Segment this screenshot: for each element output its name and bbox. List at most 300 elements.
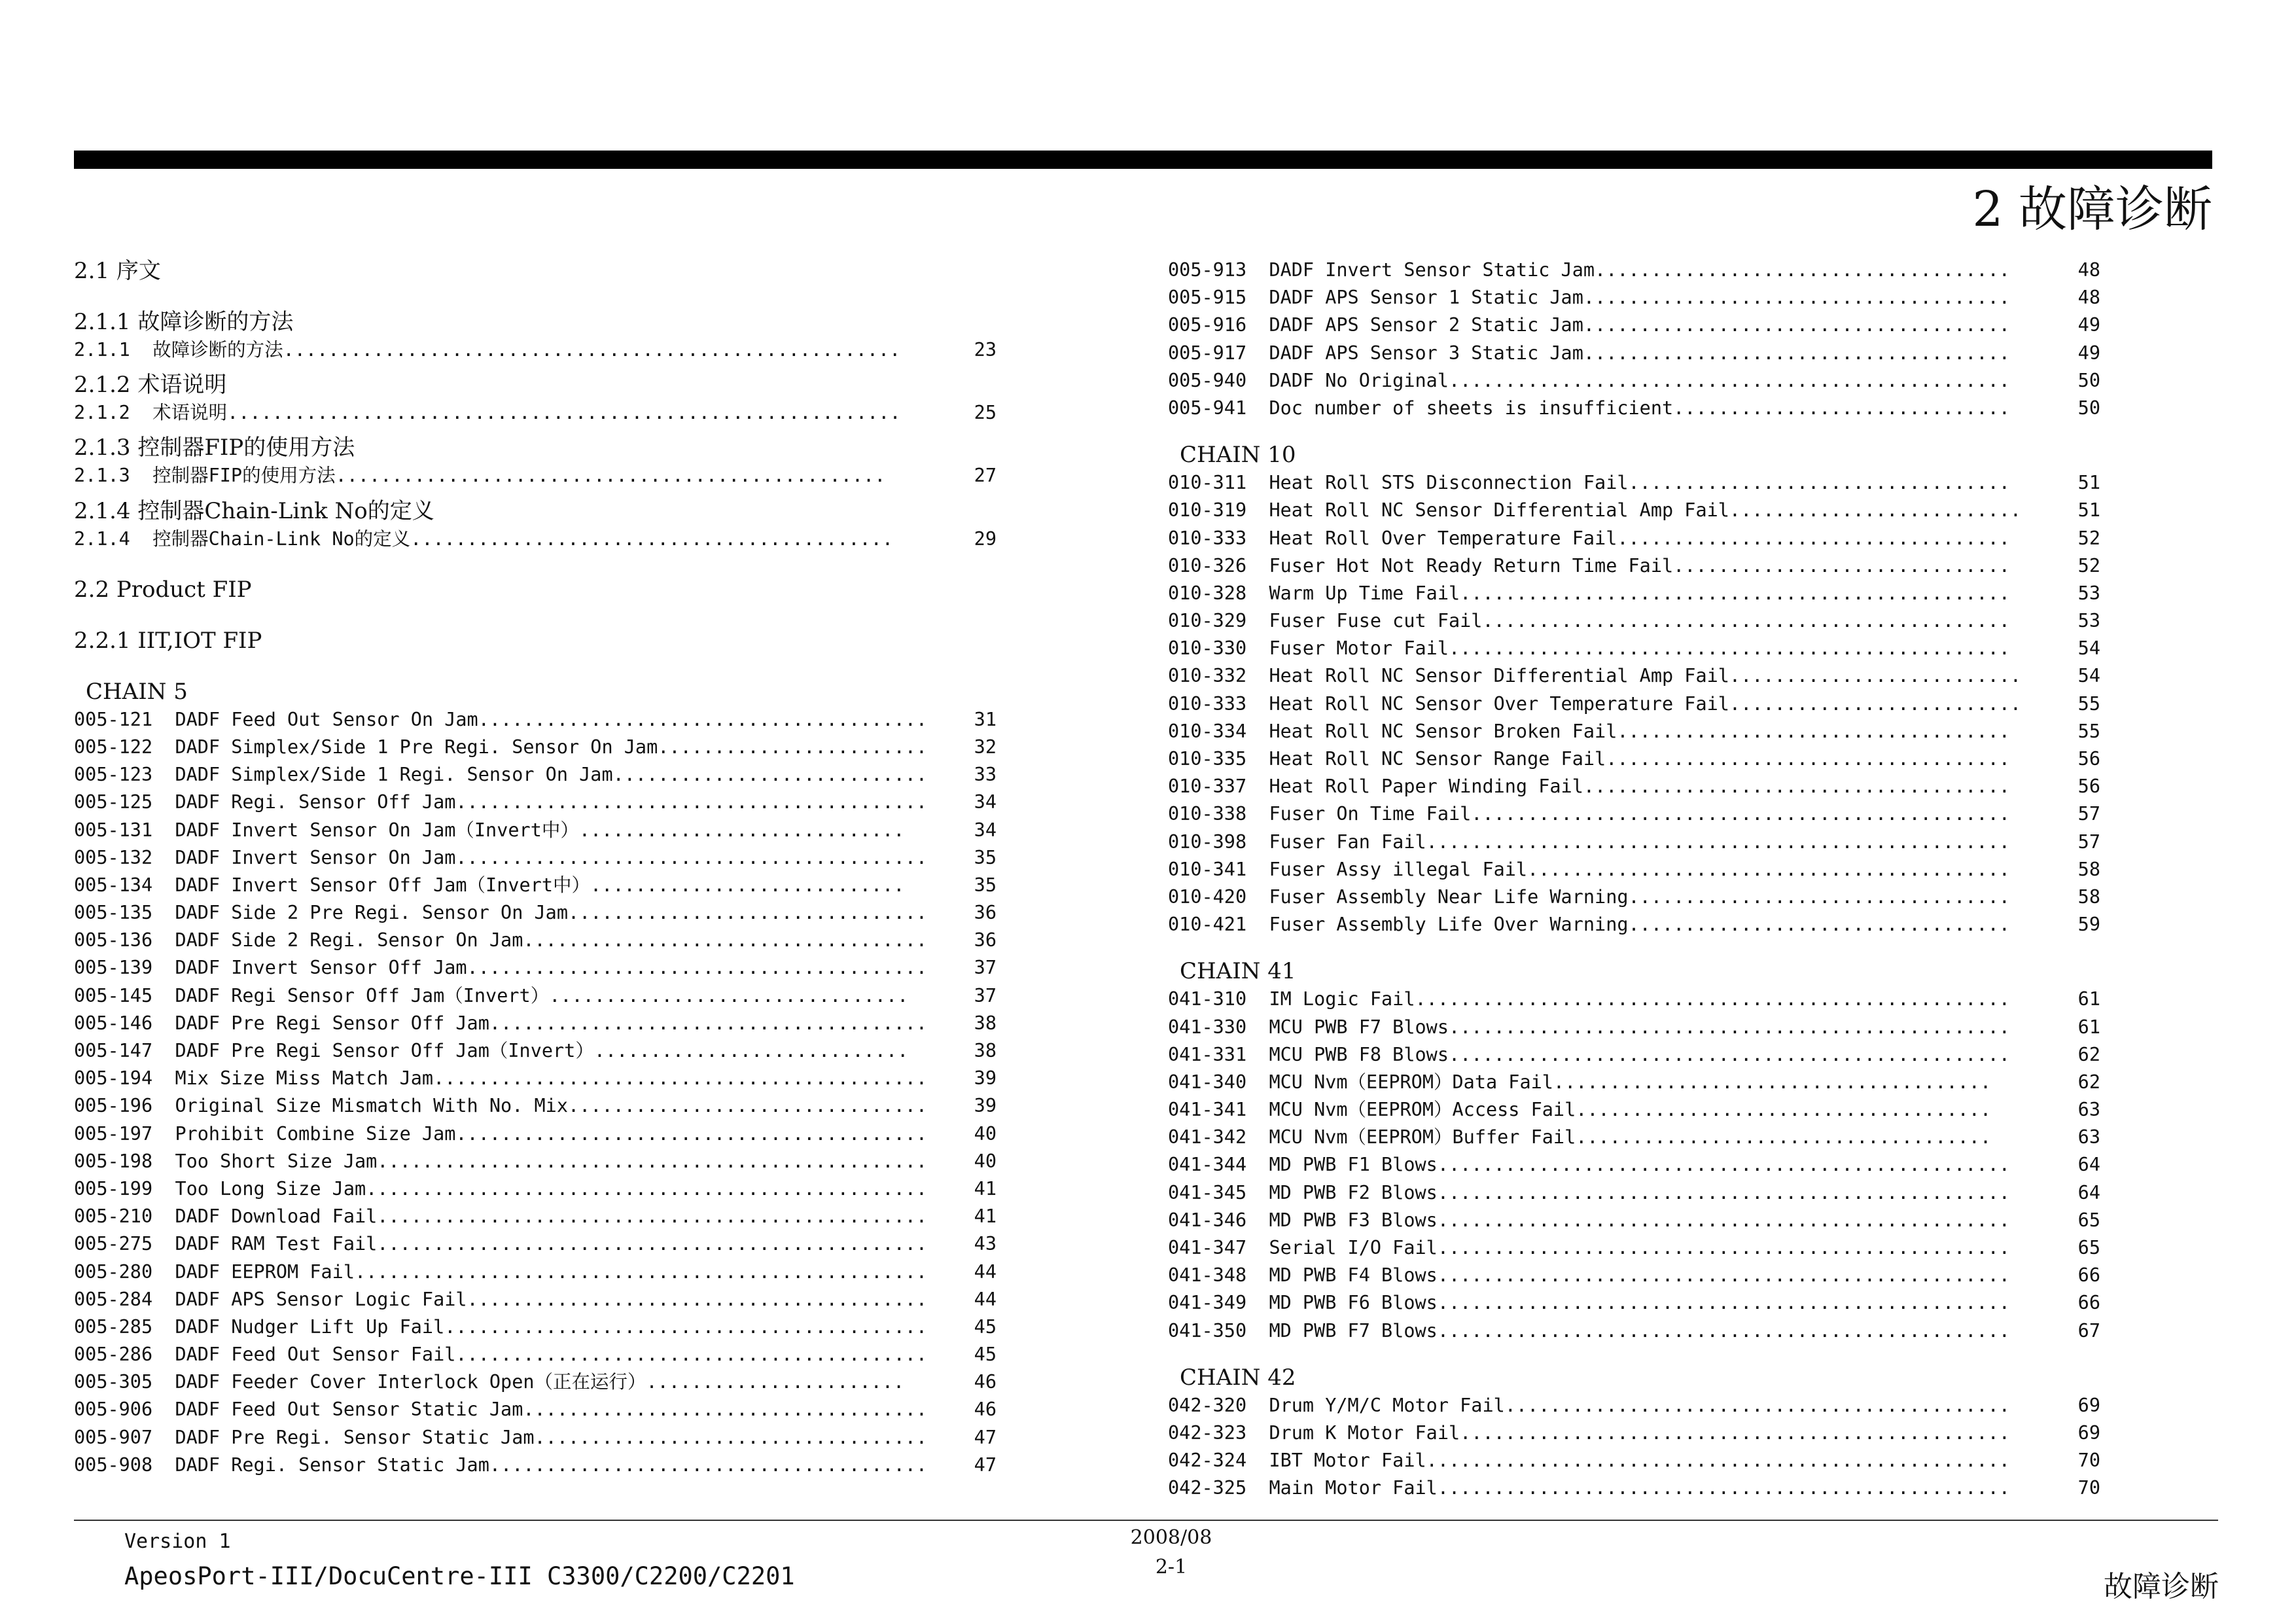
toc-entry[interactable] bbox=[1168, 829, 2100, 856]
toc-entry-code: 005-125 bbox=[74, 791, 175, 813]
toc-entry-title: Fuser On Time Fail................................................ bbox=[1269, 803, 2010, 825]
toc-entry-code: 005-210 bbox=[74, 1205, 175, 1228]
toc-entry-page: 41 bbox=[974, 1177, 997, 1200]
toc-entry-title: DADF Pre Regi. Sensor Static Jam................................... bbox=[175, 1426, 928, 1448]
toc-entry-code: 041-331 bbox=[1168, 1043, 1269, 1065]
toc-entry[interactable] bbox=[1168, 1234, 2100, 1262]
toc-entry[interactable] bbox=[1168, 367, 2100, 395]
toc-entry-code: 005-286 bbox=[74, 1344, 175, 1366]
toc-entry-title: DADF Invert Sensor On Jam（Invert中）............................. bbox=[175, 819, 905, 841]
toc-entry[interactable] bbox=[1168, 312, 2100, 339]
toc-entry-code: 005-131 bbox=[74, 819, 175, 841]
chapter-title: 2 故障诊断 bbox=[1972, 181, 2212, 238]
toc-entry[interactable] bbox=[1168, 1419, 2100, 1447]
toc-entry[interactable] bbox=[74, 1368, 997, 1396]
toc-entry[interactable] bbox=[1168, 1041, 2100, 1069]
toc-entry-title: MCU PWB F8 Blows.................................................. bbox=[1269, 1043, 2010, 1065]
toc-entry-code: 041-340 bbox=[1168, 1071, 1269, 1093]
toc-entry[interactable] bbox=[1168, 1392, 2100, 1419]
toc-entry[interactable] bbox=[74, 927, 997, 954]
toc-entry-page: 50 bbox=[2077, 397, 2100, 419]
toc-entry-code: 005-196 bbox=[74, 1095, 175, 1117]
toc-entry[interactable] bbox=[74, 954, 997, 982]
toc-entry-page: 58 bbox=[2077, 858, 2100, 880]
toc-entry[interactable] bbox=[1168, 395, 2100, 422]
toc-entry[interactable] bbox=[1168, 690, 2100, 718]
toc-entry-page: 62 bbox=[2077, 1043, 2100, 1065]
toc-entry-title: Heat Roll NC Sensor Over Temperature Fail.......................... bbox=[1269, 692, 2022, 715]
toc-entry[interactable] bbox=[74, 761, 997, 789]
toc-entry[interactable] bbox=[1168, 340, 2100, 367]
toc-entry-page: 43 bbox=[974, 1233, 997, 1255]
toc-entry-title: DADF Side 2 Regi. Sensor On Jam.................................... bbox=[175, 929, 928, 952]
toc-entry-title: 术语说明............................................................ bbox=[152, 402, 901, 424]
toc-entry-code: 005-147 bbox=[74, 1040, 175, 1061]
toc-entry-code: 005-917 bbox=[1168, 342, 1269, 364]
toc-entry-code: 005-198 bbox=[74, 1150, 175, 1172]
toc-entry-title: Mix Size Miss Match Jam............................................ bbox=[175, 1067, 928, 1090]
toc-entry-page: 57 bbox=[2077, 803, 2100, 825]
toc-entry-code: 005-132 bbox=[74, 846, 175, 868]
spacer bbox=[74, 427, 997, 433]
toc-entry-title: DADF Regi. Sensor Static Jam....................................... bbox=[175, 1454, 928, 1476]
toc-entry-page: 52 bbox=[2077, 554, 2100, 577]
toc-entry[interactable] bbox=[1168, 856, 2100, 883]
toc-entry[interactable] bbox=[74, 399, 997, 427]
toc-entry-code: 041-344 bbox=[1168, 1154, 1269, 1176]
toc-entry-page: 50 bbox=[2077, 369, 2100, 391]
toc-entry-page: 64 bbox=[2077, 1181, 2100, 1204]
toc-entry-page: 51 bbox=[2077, 499, 2100, 522]
section-heading: 2.2 Product FIP bbox=[74, 576, 252, 603]
section-heading: 2.2.1 IIT,IOT FIP bbox=[74, 627, 262, 654]
footer-date: 2008/08 bbox=[1130, 1526, 1212, 1549]
toc-entry[interactable] bbox=[74, 1396, 997, 1423]
toc-entry-code: 005-139 bbox=[74, 957, 175, 979]
toc-entry-code: 2.1.3 bbox=[74, 465, 153, 487]
toc-entry[interactable] bbox=[1168, 607, 2100, 635]
toc-entry-page: 47 bbox=[974, 1426, 997, 1448]
toc-entry[interactable] bbox=[1168, 1179, 2100, 1207]
toc-entry-title: MD PWB F7 Blows................................................... bbox=[1269, 1319, 2010, 1342]
toc-entry-page: 29 bbox=[974, 527, 997, 550]
toc-entry-page: 32 bbox=[974, 736, 997, 758]
toc-entry-code: 005-146 bbox=[74, 1012, 175, 1034]
toc-entry-page: 39 bbox=[974, 1095, 997, 1117]
toc-entry-code: 041-349 bbox=[1168, 1292, 1269, 1314]
toc-entry[interactable] bbox=[74, 1452, 997, 1479]
toc-entry-title: Original Size Mismatch With No. Mix................................ bbox=[175, 1095, 928, 1117]
toc-entry-title: DADF Feeder Cover Interlock Open（正在运行）....................... bbox=[175, 1371, 905, 1393]
toc-entry[interactable] bbox=[74, 872, 997, 899]
toc-entry[interactable] bbox=[1168, 525, 2100, 552]
toc-entry[interactable] bbox=[1168, 718, 2100, 745]
toc-entry-code: 005-284 bbox=[74, 1288, 175, 1310]
toc-entry-code: 042-324 bbox=[1168, 1450, 1269, 1472]
toc-entry-page: 34 bbox=[974, 791, 997, 813]
toc-entry[interactable] bbox=[1168, 745, 2100, 773]
toc-entry-code: 005-305 bbox=[74, 1371, 175, 1393]
toc-entry-title: DADF Regi. Sensor Off Jam.......................................... bbox=[175, 791, 928, 813]
toc-entry[interactable] bbox=[1168, 1447, 2100, 1474]
toc-entry[interactable] bbox=[1168, 1096, 2100, 1124]
toc-entry-code: 042-320 bbox=[1168, 1394, 1269, 1416]
toc-entry[interactable] bbox=[1168, 1151, 2100, 1179]
toc-entry-title: Heat Roll NC Sensor Differential Amp Fail.......................... bbox=[1269, 499, 2022, 522]
toc-entry-title: Prohibit Combine Size Jam.......................................... bbox=[175, 1122, 928, 1145]
toc-entry-code: 005-199 bbox=[74, 1177, 175, 1200]
toc-entry-title: Fuser Fuse cut Fail............................................... bbox=[1269, 610, 2010, 632]
toc-entry-title: MD PWB F2 Blows................................................... bbox=[1269, 1181, 2010, 1204]
toc-entry-code: 005-908 bbox=[74, 1454, 175, 1476]
toc-right-column bbox=[1168, 257, 2100, 1503]
toc-entry-code: 005-197 bbox=[74, 1122, 175, 1145]
toc-entry-title: DADF Invert Sensor Off Jam（Invert中）............................ bbox=[175, 874, 905, 896]
toc-entry-code: 005-135 bbox=[74, 902, 175, 924]
toc-entry-title: Doc number of sheets is insufficient.............................. bbox=[1269, 397, 2010, 419]
toc-entry-page: 36 bbox=[974, 902, 997, 924]
toc-entry-code: 005-145 bbox=[74, 984, 175, 1007]
toc-entry-page: 38 bbox=[974, 1040, 997, 1061]
footer-rule bbox=[74, 1520, 2218, 1521]
toc-entry-page: 35 bbox=[974, 874, 997, 896]
toc-entry-page: 36 bbox=[974, 929, 997, 952]
toc-entry-page: 67 bbox=[2077, 1319, 2100, 1342]
toc-entry-title: Heat Roll Over Temperature Fail................................... bbox=[1269, 527, 2010, 549]
toc-entry[interactable] bbox=[74, 1341, 997, 1368]
toc-entry[interactable] bbox=[74, 1010, 997, 1037]
toc-entry-code: 010-337 bbox=[1168, 776, 1269, 798]
toc-entry[interactable] bbox=[74, 1203, 997, 1230]
toc-entry-title: Heat Roll NC Sensor Range Fail.................................... bbox=[1269, 748, 2010, 770]
toc-entry-title: DADF RAM Test Fail................................................. bbox=[175, 1233, 928, 1255]
toc-entry[interactable] bbox=[1168, 883, 2100, 911]
toc-entry-page: 40 bbox=[974, 1150, 997, 1172]
toc-entry-code: 005-916 bbox=[1168, 314, 1269, 336]
toc-entry[interactable] bbox=[74, 982, 997, 1010]
toc-entry-page: 44 bbox=[974, 1288, 997, 1310]
toc-entry-page: 38 bbox=[974, 1012, 997, 1034]
toc-entry-page: 35 bbox=[974, 846, 997, 868]
toc-entry-title: MD PWB F1 Blows................................................... bbox=[1269, 1154, 2010, 1176]
toc-entry-code: 041-310 bbox=[1168, 988, 1269, 1010]
toc-entry-page: 25 bbox=[974, 402, 997, 424]
toc-entry-title: Main Motor Fail................................................... bbox=[1269, 1477, 2010, 1499]
toc-entry[interactable] bbox=[1168, 662, 2100, 690]
toc-entry-title: DADF APS Sensor 3 Static Jam...................................... bbox=[1269, 342, 2010, 364]
toc-entry-title: DADF Invert Sensor Static Jam..................................... bbox=[1269, 259, 2010, 281]
toc-entry-code: 042-325 bbox=[1168, 1477, 1269, 1499]
toc-entry-page: 48 bbox=[2077, 259, 2100, 281]
toc-entry-title: MCU PWB F7 Blows.................................................. bbox=[1269, 1016, 2010, 1038]
toc-entry-code: 005-906 bbox=[74, 1399, 175, 1421]
toc-entry-page: 63 bbox=[2077, 1099, 2100, 1121]
toc-entry-page: 49 bbox=[2077, 342, 2100, 364]
toc-entry-title: DADF APS Sensor 2 Static Jam...................................... bbox=[1269, 314, 2010, 336]
toc-entry[interactable] bbox=[74, 1313, 997, 1341]
toc-entry-page: 37 bbox=[974, 957, 997, 979]
footer-version: Version 1 bbox=[124, 1530, 231, 1553]
toc-entry[interactable] bbox=[74, 844, 997, 872]
toc-entry-title: DADF Regi Sensor Off Jam（Invert）................................ bbox=[175, 984, 909, 1007]
footer-product-name: ApeosPort-III/DocuCentre-III C3300/C2200/C2201 bbox=[124, 1562, 795, 1590]
toc-entry[interactable] bbox=[1168, 580, 2100, 607]
spacer bbox=[74, 490, 997, 497]
toc-entry[interactable] bbox=[74, 526, 997, 553]
toc-entry-code: 041-348 bbox=[1168, 1264, 1269, 1287]
toc-entry-code: 010-332 bbox=[1168, 665, 1269, 687]
toc-entry-page: 31 bbox=[974, 708, 997, 730]
chain-heading: CHAIN 41 bbox=[1180, 958, 1296, 985]
toc-entry[interactable] bbox=[74, 789, 997, 816]
spacer bbox=[74, 655, 997, 677]
section-heading: 2.1.2 术语说明 bbox=[74, 372, 227, 399]
spacer bbox=[1168, 1345, 2100, 1363]
footer-page-number: 2-1 bbox=[1155, 1556, 1188, 1578]
toc-entry-title: DADF Feed Out Sensor Static Jam.................................... bbox=[175, 1399, 928, 1421]
toc-entry[interactable] bbox=[74, 1065, 997, 1092]
toc-entry[interactable] bbox=[1168, 1207, 2100, 1234]
toc-entry-code: 005-913 bbox=[1168, 259, 1269, 281]
toc-entry-page: 69 bbox=[2077, 1421, 2100, 1444]
toc-entry-page: 46 bbox=[974, 1399, 997, 1421]
toc-entry-code: 010-311 bbox=[1168, 472, 1269, 494]
toc-entry-title: Warm Up Time Fail................................................. bbox=[1269, 582, 2010, 604]
toc-entry-title: MD PWB F3 Blows................................................... bbox=[1269, 1209, 2010, 1231]
chain-heading: CHAIN 42 bbox=[1180, 1364, 1296, 1391]
toc-entry-code: 010-319 bbox=[1168, 499, 1269, 522]
toc-entry-page: 56 bbox=[2077, 748, 2100, 770]
toc-entry-page: 55 bbox=[2077, 692, 2100, 715]
toc-entry-page: 64 bbox=[2077, 1154, 2100, 1176]
toc-entry-title: DADF APS Sensor 1 Static Jam...................................... bbox=[1269, 287, 2010, 309]
toc-entry-code: 010-326 bbox=[1168, 554, 1269, 577]
toc-entry[interactable] bbox=[74, 899, 997, 927]
toc-entry-page: 41 bbox=[974, 1205, 997, 1228]
toc-entry-title: Fuser Fan Fail.................................................... bbox=[1269, 830, 2010, 853]
toc-entry[interactable] bbox=[1168, 911, 2100, 938]
toc-entry-code: 010-421 bbox=[1168, 914, 1269, 936]
toc-entry-page: 45 bbox=[974, 1315, 997, 1338]
toc-entry-title: Serial I/O Fail................................................... bbox=[1269, 1237, 2010, 1258]
toc-entry-page: 58 bbox=[2077, 885, 2100, 908]
toc-entry-title: MD PWB F6 Blows................................................... bbox=[1269, 1292, 2010, 1314]
toc-entry-title: 控制器FIP的使用方法................................................. bbox=[152, 465, 886, 487]
toc-entry-title: DADF Nudger Lift Up Fail........................................... bbox=[175, 1315, 928, 1338]
toc-entry-title: IBT Motor Fail.................................................... bbox=[1269, 1450, 2010, 1472]
toc-entry-code: 041-341 bbox=[1168, 1099, 1269, 1121]
toc-entry[interactable] bbox=[1168, 1069, 2100, 1096]
toc-entry-code: 005-907 bbox=[74, 1426, 175, 1448]
toc-entry-code: 041-347 bbox=[1168, 1237, 1269, 1258]
toc-entry-code: 005-941 bbox=[1168, 397, 1269, 419]
toc-entry[interactable] bbox=[74, 1037, 997, 1065]
toc-entry-page: 57 bbox=[2077, 830, 2100, 853]
toc-entry[interactable] bbox=[1168, 284, 2100, 312]
footer-section-title: 故障诊断 bbox=[2104, 1570, 2219, 1603]
toc-entry-code: 041-330 bbox=[1168, 1016, 1269, 1038]
toc-entry-title: MCU Nvm（EEPROM）Access Fail..................................... bbox=[1269, 1099, 1992, 1121]
spacer bbox=[74, 553, 997, 575]
toc-entry-page: 33 bbox=[974, 764, 997, 786]
toc-entry-page: 54 bbox=[2077, 637, 2100, 660]
toc-left-column bbox=[74, 257, 997, 1479]
toc-entry-title: Too Long Size Jam.................................................. bbox=[175, 1177, 928, 1200]
toc-entry[interactable] bbox=[74, 1286, 997, 1313]
toc-entry-code: 005-194 bbox=[74, 1067, 175, 1090]
toc-entry-title: DADF Simplex/Side 1 Pre Regi. Sensor On Jam........................ bbox=[175, 736, 928, 758]
toc-entry-code: 005-285 bbox=[74, 1315, 175, 1338]
toc-entry-code: 010-333 bbox=[1168, 692, 1269, 715]
toc-entry-code: 005-122 bbox=[74, 736, 175, 758]
toc-entry[interactable] bbox=[1168, 257, 2100, 284]
toc-entry-title: Fuser Assembly Near Life Warning.................................. bbox=[1269, 885, 2010, 908]
toc-entry-code: 005-134 bbox=[74, 874, 175, 896]
toc-entry-code: 005-136 bbox=[74, 929, 175, 952]
toc-entry[interactable] bbox=[1168, 469, 2100, 497]
toc-entry-page: 45 bbox=[974, 1344, 997, 1366]
toc-entry[interactable] bbox=[1168, 1474, 2100, 1502]
toc-entry[interactable] bbox=[1168, 986, 2100, 1013]
toc-entry-title: DADF No Original.................................................. bbox=[1269, 369, 2010, 391]
header-rule bbox=[74, 151, 2212, 169]
spacer bbox=[74, 285, 997, 308]
toc-entry-code: 010-333 bbox=[1168, 527, 1269, 549]
toc-entry-page: 39 bbox=[974, 1067, 997, 1090]
toc-entry-page: 44 bbox=[974, 1260, 997, 1283]
toc-entry-title: Fuser Motor Fail.................................................. bbox=[1269, 637, 2010, 660]
toc-entry-title: Heat Roll NC Sensor Broken Fail................................... bbox=[1269, 720, 2010, 742]
toc-entry-code: 010-330 bbox=[1168, 637, 1269, 660]
toc-entry[interactable] bbox=[74, 1175, 997, 1203]
toc-entry-title: DADF APS Sensor Logic Fail......................................... bbox=[175, 1288, 928, 1310]
toc-entry-code: 2.1.1 bbox=[74, 339, 153, 361]
toc-entry-page: 66 bbox=[2077, 1292, 2100, 1314]
toc-entry-page: 46 bbox=[974, 1371, 997, 1393]
toc-entry[interactable] bbox=[1168, 552, 2100, 580]
toc-entry-title: DADF Download Fail................................................. bbox=[175, 1205, 928, 1228]
toc-entry-page: 40 bbox=[974, 1122, 997, 1145]
toc-entry-page: 53 bbox=[2077, 582, 2100, 604]
section-heading: 2.1.3 控制器FIP的使用方法 bbox=[74, 435, 355, 461]
toc-entry-code: 005-940 bbox=[1168, 369, 1269, 391]
spacer bbox=[1168, 938, 2100, 957]
toc-entry-code: 041-346 bbox=[1168, 1209, 1269, 1231]
toc-entry-page: 52 bbox=[2077, 527, 2100, 549]
toc-entry-title: Heat Roll Paper Winding Fail...................................... bbox=[1269, 776, 2010, 798]
toc-entry-page: 69 bbox=[2077, 1394, 2100, 1416]
chain-heading: CHAIN 10 bbox=[1180, 442, 1296, 469]
toc-entry-title: DADF Feed Out Sensor Fail.......................................... bbox=[175, 1344, 928, 1366]
toc-entry-code: 041-350 bbox=[1168, 1319, 1269, 1342]
toc-entry-code: 005-280 bbox=[74, 1260, 175, 1283]
toc-entry-page: 34 bbox=[974, 819, 997, 841]
toc-entry-page: 70 bbox=[2077, 1450, 2100, 1472]
toc-entry-code: 005-121 bbox=[74, 708, 175, 730]
toc-entry[interactable] bbox=[74, 1230, 997, 1258]
toc-entry-title: DADF Feed Out Sensor On Jam........................................ bbox=[175, 708, 928, 730]
toc-entry-page: 49 bbox=[2077, 314, 2100, 336]
toc-entry-page: 27 bbox=[974, 465, 997, 487]
toc-entry[interactable] bbox=[74, 1092, 997, 1120]
spacer bbox=[1168, 422, 2100, 440]
toc-entry-page: 59 bbox=[2077, 914, 2100, 936]
toc-entry[interactable] bbox=[1168, 635, 2100, 662]
toc-entry[interactable] bbox=[74, 336, 997, 364]
toc-entry-title: 控制器Chain-Link No的定义........................................... bbox=[152, 527, 893, 550]
toc-entry[interactable] bbox=[1168, 800, 2100, 828]
toc-entry[interactable] bbox=[74, 706, 997, 734]
toc-entry-title: DADF Side 2 Pre Regi. Sensor On Jam................................ bbox=[175, 902, 928, 924]
toc-entry[interactable] bbox=[74, 1148, 997, 1175]
toc-entry[interactable] bbox=[1168, 1289, 2100, 1317]
toc-entry-page: 56 bbox=[2077, 776, 2100, 798]
toc-entry-page: 63 bbox=[2077, 1126, 2100, 1149]
toc-entry-page: 37 bbox=[974, 984, 997, 1007]
spacer bbox=[74, 364, 997, 370]
toc-entry-title: 故障诊断的方法....................................................... bbox=[152, 339, 901, 361]
toc-entry-code: 005-275 bbox=[74, 1233, 175, 1255]
toc-entry-title: Fuser Assy illegal Fail........................................... bbox=[1269, 858, 2010, 880]
toc-entry[interactable] bbox=[74, 1424, 997, 1452]
section-heading: 2.1.1 故障诊断的方法 bbox=[74, 309, 294, 335]
toc-entry-code: 010-334 bbox=[1168, 720, 1269, 742]
toc-entry[interactable] bbox=[1168, 1014, 2100, 1041]
toc-entry[interactable] bbox=[74, 1120, 997, 1148]
toc-entry-page: 47 bbox=[974, 1454, 997, 1476]
toc-entry-code: 010-341 bbox=[1168, 858, 1269, 880]
toc-entry-code: 005-915 bbox=[1168, 287, 1269, 309]
toc-entry-title: IM Logic Fail..................................................... bbox=[1269, 988, 2010, 1010]
toc-entry-title: Drum K Motor Fail................................................. bbox=[1269, 1421, 2010, 1444]
toc-entry[interactable] bbox=[74, 817, 997, 844]
toc-entry[interactable] bbox=[1168, 773, 2100, 800]
toc-entry-title: DADF Simplex/Side 1 Regi. Sensor On Jam............................ bbox=[175, 764, 928, 786]
toc-entry-page: 54 bbox=[2077, 665, 2100, 687]
toc-entry[interactable] bbox=[74, 1258, 997, 1286]
toc-entry-page: 51 bbox=[2077, 472, 2100, 494]
toc-entry-title: Too Short Size Jam................................................. bbox=[175, 1150, 928, 1172]
toc-entry-title: Heat Roll STS Disconnection Fail.................................. bbox=[1269, 472, 2010, 494]
toc-entry-code: 041-342 bbox=[1168, 1126, 1269, 1149]
toc-entry-code: 010-338 bbox=[1168, 803, 1269, 825]
toc-entry[interactable] bbox=[1168, 497, 2100, 524]
toc-entry[interactable] bbox=[1168, 1124, 2100, 1151]
toc-entry-page: 65 bbox=[2077, 1209, 2100, 1231]
toc-entry-code: 010-329 bbox=[1168, 610, 1269, 632]
toc-entry[interactable] bbox=[1168, 1262, 2100, 1289]
spacer bbox=[74, 604, 997, 626]
toc-entry-title: Fuser Hot Not Ready Return Time Fail.............................. bbox=[1269, 554, 2010, 577]
toc-entry-title: DADF Invert Sensor On Jam.......................................... bbox=[175, 846, 928, 868]
toc-entry[interactable] bbox=[1168, 1317, 2100, 1345]
toc-entry-page: 62 bbox=[2077, 1071, 2100, 1093]
toc-entry-title: Heat Roll NC Sensor Differential Amp Fail.......................... bbox=[1269, 665, 2022, 687]
toc-entry-code: 010-398 bbox=[1168, 830, 1269, 853]
toc-entry-code: 010-328 bbox=[1168, 582, 1269, 604]
toc-entry[interactable] bbox=[74, 734, 997, 761]
chain-heading: CHAIN 5 bbox=[86, 678, 188, 705]
toc-entry-code: 042-323 bbox=[1168, 1421, 1269, 1444]
toc-entry-title: DADF Invert Sensor Off Jam......................................... bbox=[175, 957, 928, 979]
toc-entry[interactable] bbox=[74, 462, 997, 490]
toc-entry-title: MCU Nvm（EEPROM）Buffer Fail..................................... bbox=[1269, 1126, 1992, 1149]
toc-entry-title: DADF EEPROM Fail................................................... bbox=[175, 1260, 928, 1283]
toc-entry-code: 2.1.2 bbox=[74, 402, 153, 424]
toc-entry-page: 55 bbox=[2077, 720, 2100, 742]
toc-entry-page: 61 bbox=[2077, 988, 2100, 1010]
toc-entry-title: MD PWB F4 Blows................................................... bbox=[1269, 1264, 2010, 1287]
